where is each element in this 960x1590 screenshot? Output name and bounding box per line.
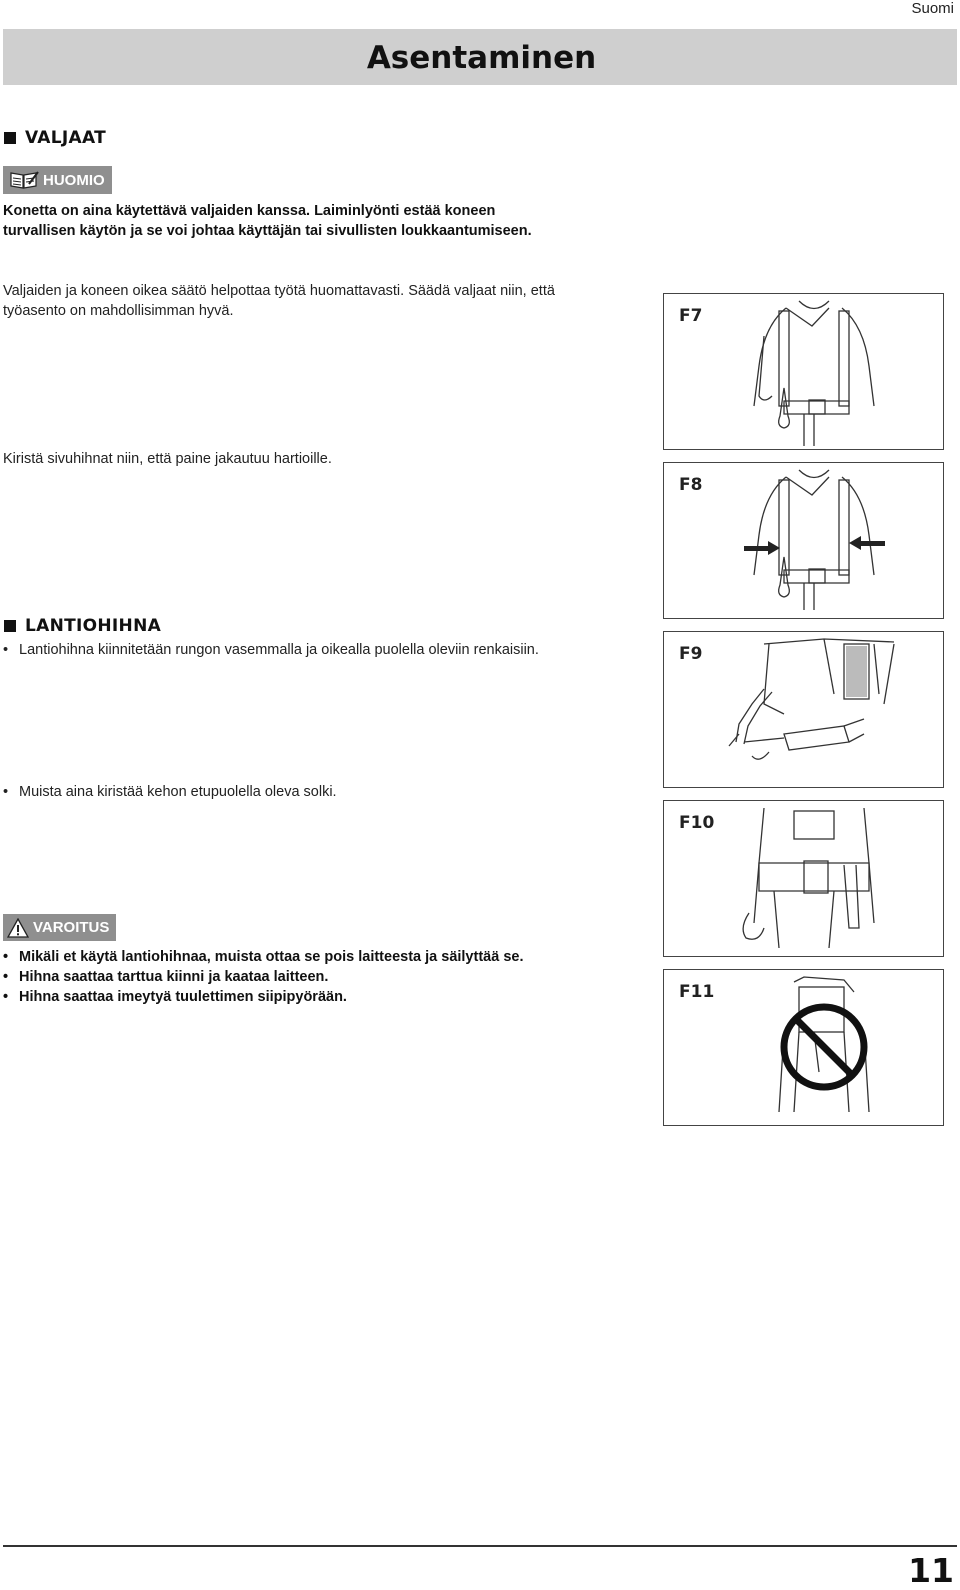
bullet-dot: • — [3, 989, 9, 1005]
hip-belt-mount-illustration — [724, 634, 939, 784]
warning-text: Hihna saattaa tarttua kiinni ja kaataa laitteen. — [19, 969, 329, 985]
harness-illustration — [724, 296, 934, 446]
title-bar — [3, 29, 957, 85]
tighten-text: Kiristä sivuhihnat niin, että paine jakautuu hartioille. — [3, 451, 332, 467]
warning-item — [0, 947, 640, 967]
harness-side-straps-illustration — [724, 465, 934, 615]
figure-f7 — [663, 293, 944, 450]
warning-triangle-icon — [7, 918, 29, 938]
buckle-front-illustration — [724, 803, 934, 953]
list-item — [0, 640, 640, 660]
figure-f9 — [663, 631, 944, 788]
list-item — [0, 782, 640, 802]
page-title: Asentaminen — [366, 40, 597, 76]
adjust-line: Valjaiden ja koneen oikea säätö helpottaa työtä huomattavasti. Säädä valjaat niin, että — [3, 283, 555, 299]
footer-divider — [3, 1545, 957, 1547]
prohibited-without-belt-illustration — [724, 972, 934, 1122]
section-title: VALJAAT — [25, 128, 107, 148]
figure-label: F9 — [679, 644, 703, 664]
warning-label: VAROITUS — [33, 919, 110, 936]
notice-text — [3, 201, 643, 241]
figure-label: F8 — [679, 475, 703, 495]
warning-badge — [3, 914, 116, 941]
figure-label: F7 — [679, 306, 703, 326]
adjust-line: työasento on mahdollisimman hyvä. — [3, 303, 234, 319]
square-bullet-icon — [4, 620, 16, 632]
notice-line: Konetta on aina käytettävä valjaiden kanssa. Laiminlyönti estää koneen — [3, 203, 496, 219]
section-title: LANTIOHIHNA — [25, 616, 162, 636]
figure-f11 — [663, 969, 944, 1126]
bullet-dot: • — [3, 642, 9, 658]
notice-badge — [3, 166, 112, 194]
section-heading-valjaat — [4, 128, 106, 148]
bullet-dot: • — [3, 784, 9, 800]
notice-line: turvallisen käytön ja se voi johtaa käyttäjän tai sivullisten loukkaantumiseen. — [3, 223, 532, 239]
notice-label: HUOMIO — [43, 171, 105, 189]
figure-f8 — [663, 462, 944, 619]
figure-label: F11 — [679, 982, 715, 1002]
language-label: Suomi — [911, 0, 954, 17]
figure-label: F10 — [679, 813, 715, 833]
warning-item — [0, 967, 640, 987]
warning-list — [0, 947, 640, 1007]
square-bullet-icon — [4, 132, 16, 144]
section-heading-lantiohihna — [4, 616, 161, 636]
warning-text: Hihna saattaa imeytyä tuulettimen siipipyörään. — [19, 989, 347, 1005]
page-number: 11 — [908, 1551, 954, 1590]
list-item-text: Lantiohihna kiinnitetään rungon vasemmalla ja oikealla puolella oleviin renkaisiin. — [19, 642, 539, 658]
bullet-dot: • — [3, 949, 9, 965]
warning-item — [0, 987, 640, 1007]
adjust-text — [3, 281, 643, 321]
book-icon — [9, 170, 39, 190]
figure-f10 — [663, 800, 944, 957]
bullet-dot: • — [3, 969, 9, 985]
list-item-text: Muista aina kiristää kehon etupuolella oleva solki. — [19, 784, 337, 800]
warning-text: Mikäli et käytä lantiohihnaa, muista ottaa se pois laitteesta ja säilyttää se. — [19, 949, 524, 965]
